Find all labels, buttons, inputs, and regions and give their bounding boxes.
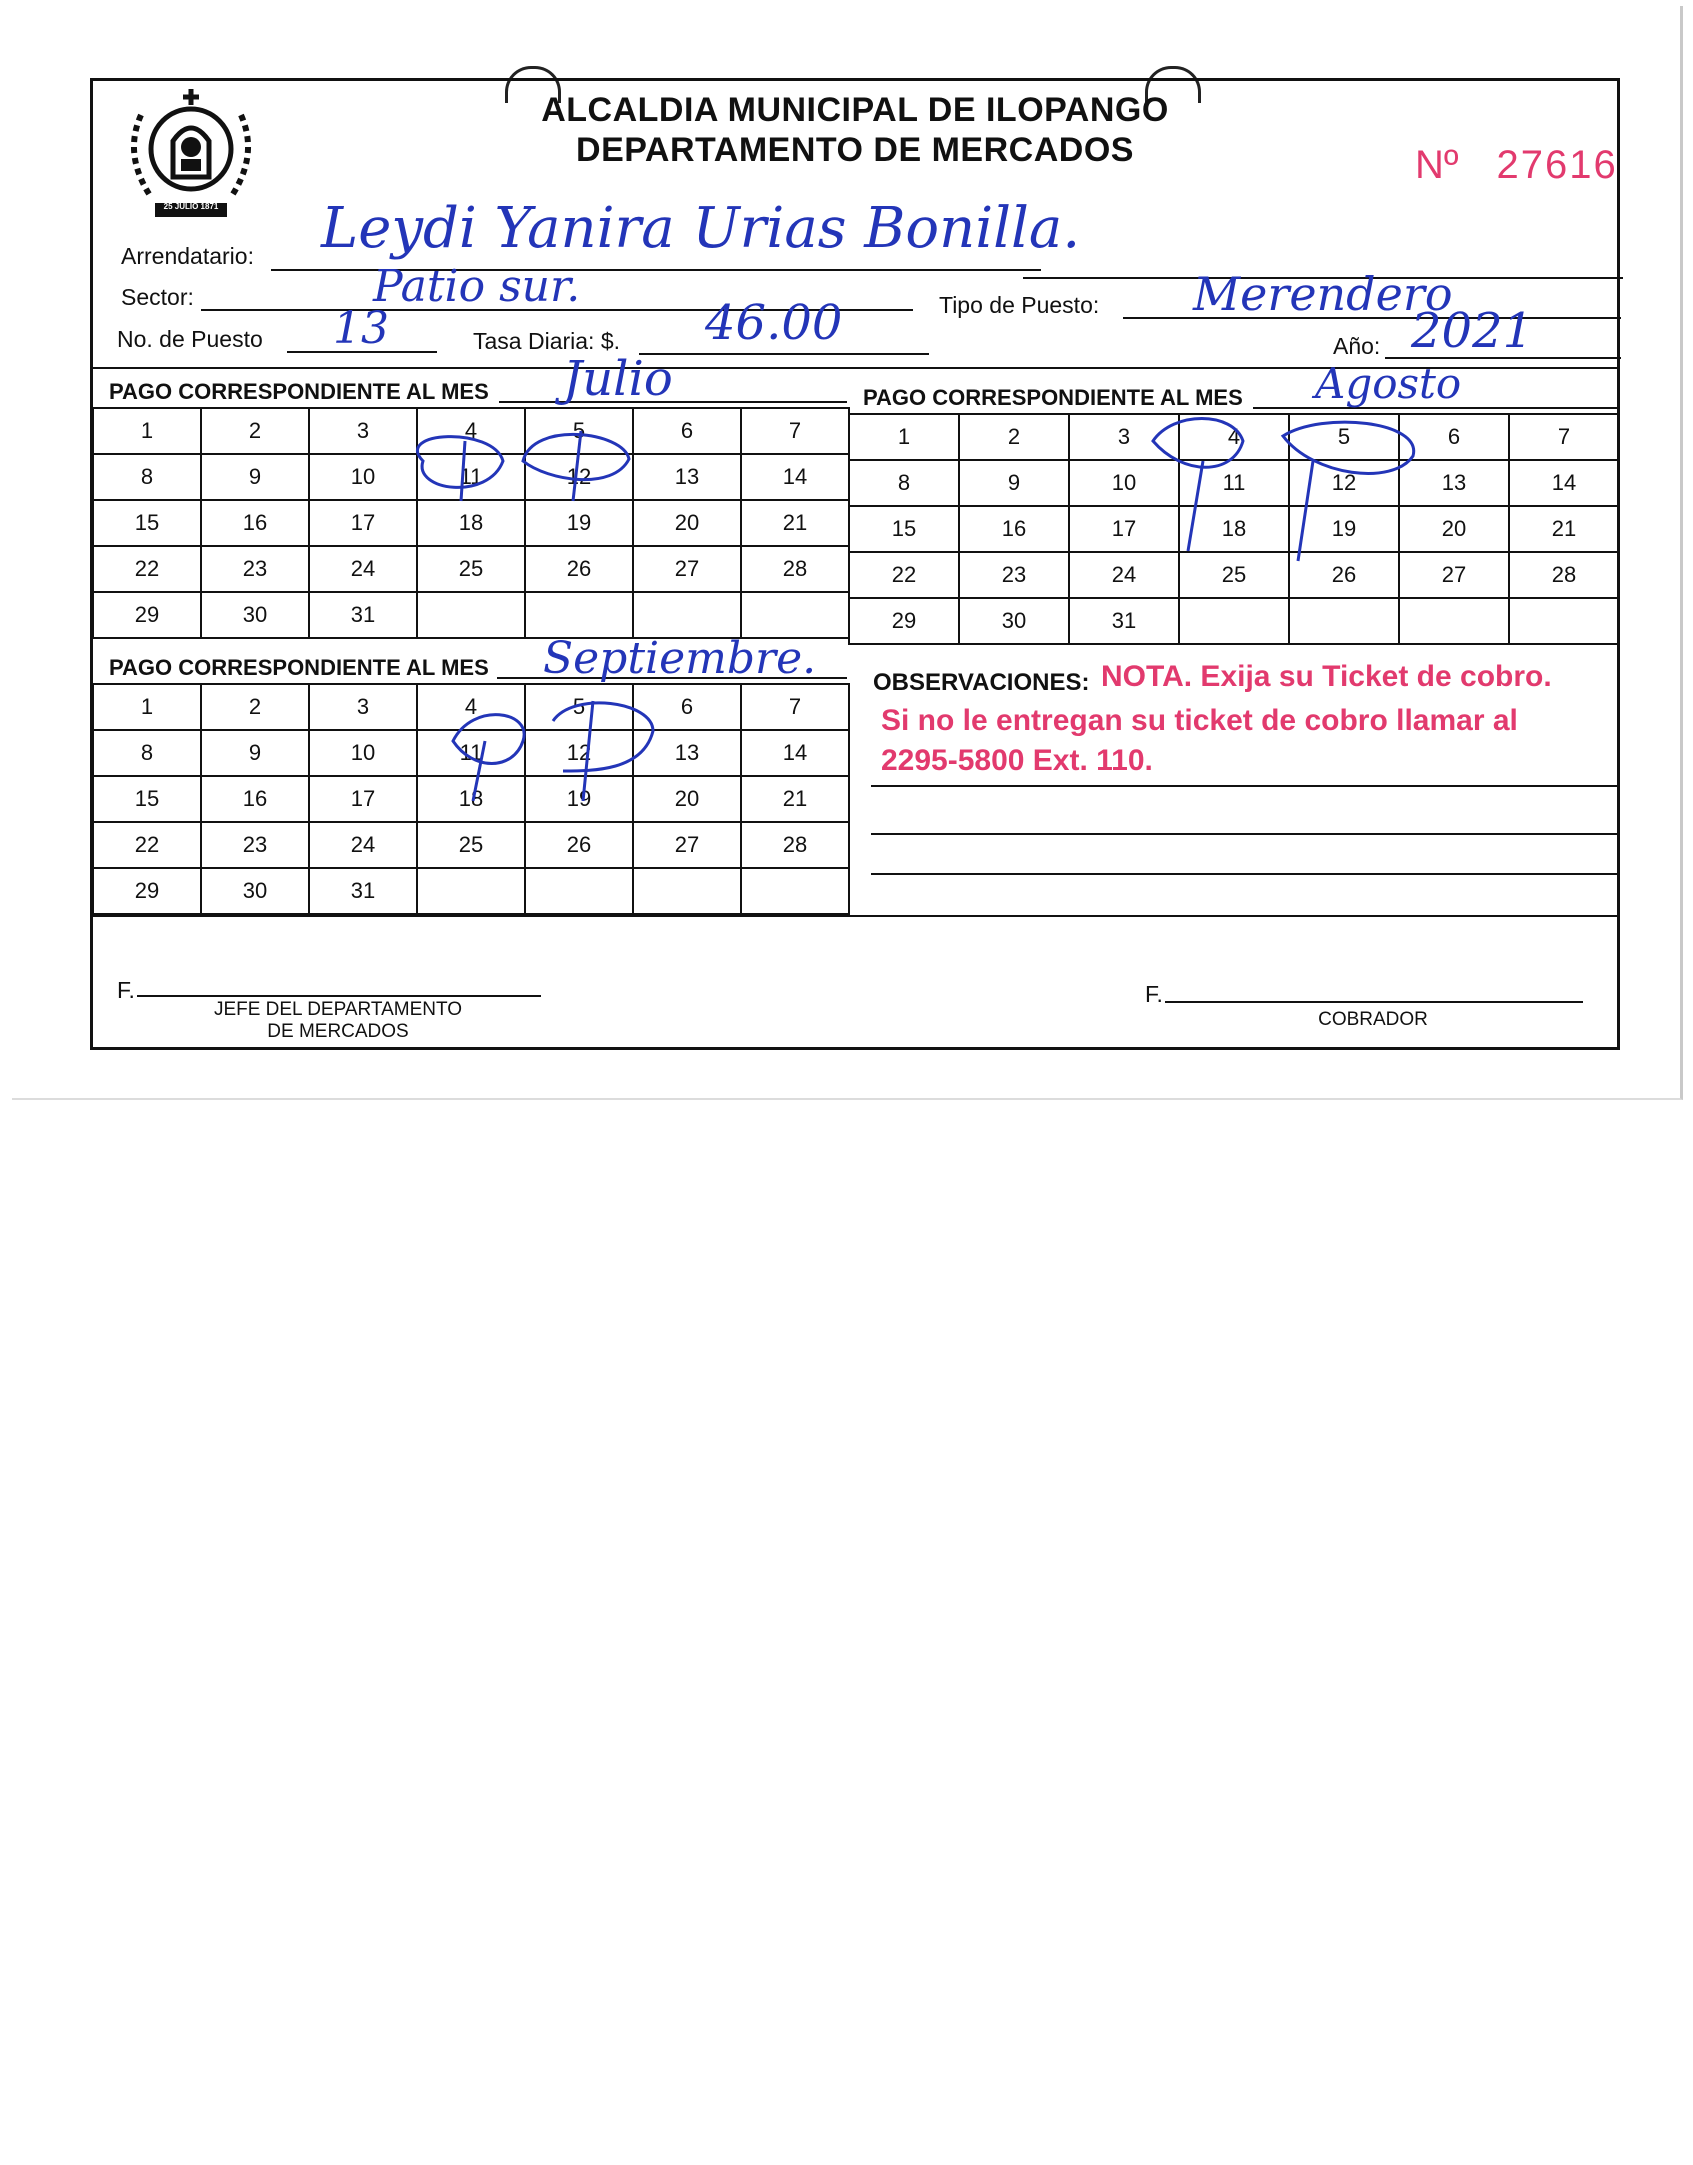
day-cell[interactable]: 6 bbox=[633, 408, 741, 454]
sig-right-label: COBRADOR bbox=[1318, 1009, 1428, 1030]
day-cell[interactable]: 11 bbox=[417, 730, 525, 776]
day-cell[interactable]: 21 bbox=[741, 776, 849, 822]
day-cell[interactable]: 18 bbox=[1179, 506, 1289, 552]
day-cell[interactable]: 16 bbox=[959, 506, 1069, 552]
day-cell[interactable]: 26 bbox=[525, 546, 633, 592]
day-cell[interactable]: 9 bbox=[959, 460, 1069, 506]
day-cell[interactable]: 17 bbox=[309, 500, 417, 546]
month-label-3: PAGO CORRESPONDIENTE AL MES bbox=[109, 655, 489, 680]
day-cell[interactable]: 27 bbox=[1399, 552, 1509, 598]
day-cell[interactable]: 7 bbox=[741, 408, 849, 454]
day-cell[interactable]: 1 bbox=[93, 408, 201, 454]
day-cell[interactable]: 29 bbox=[849, 598, 959, 644]
tipo-label: Tipo de Puesto: bbox=[939, 292, 1100, 318]
day-cell[interactable]: 1 bbox=[849, 414, 959, 460]
day-cell[interactable]: 5 bbox=[525, 684, 633, 730]
arrendatario-label: Arrendatario: bbox=[121, 243, 254, 269]
anio-label: Año: bbox=[1333, 333, 1381, 359]
day-cell[interactable]: 23 bbox=[959, 552, 1069, 598]
signature-line-left[interactable] bbox=[137, 995, 541, 997]
day-cell[interactable]: 26 bbox=[1289, 552, 1399, 598]
day-cell[interactable]: 30 bbox=[201, 592, 309, 638]
day-cell[interactable]: 21 bbox=[741, 500, 849, 546]
month-label-2: PAGO CORRESPONDIENTE AL MES bbox=[863, 385, 1243, 410]
day-cell[interactable]: 5 bbox=[1289, 414, 1399, 460]
form-number bbox=[1415, 143, 1618, 188]
day-cell[interactable]: 28 bbox=[741, 822, 849, 868]
day-cell[interactable]: 6 bbox=[1399, 414, 1509, 460]
day-cell[interactable]: 3 bbox=[309, 408, 417, 454]
day-cell[interactable]: 30 bbox=[959, 598, 1069, 644]
month-line bbox=[499, 401, 847, 403]
day-cell[interactable]: 31 bbox=[309, 868, 417, 914]
observaciones-label: OBSERVACIONES: bbox=[873, 669, 1090, 696]
day-cell[interactable]: 8 bbox=[93, 454, 201, 500]
tasa-label: Tasa Diaria: $. bbox=[473, 328, 621, 354]
day-cell[interactable]: 31 bbox=[1069, 598, 1179, 644]
sig-left-prefix: F. bbox=[117, 977, 135, 1003]
day-cell[interactable]: 24 bbox=[309, 822, 417, 868]
obs-rule bbox=[871, 873, 1619, 875]
day-cell[interactable]: 15 bbox=[849, 506, 959, 552]
calendar-row bbox=[93, 730, 849, 776]
tasa-line bbox=[639, 353, 929, 355]
day-cell[interactable]: 7 bbox=[1509, 414, 1619, 460]
nota-line-2: Si no le entregan su ticket de cobro llamar al bbox=[881, 704, 1518, 737]
day-cell[interactable]: 28 bbox=[741, 546, 849, 592]
month-label-1: PAGO CORRESPONDIENTE AL MES bbox=[109, 379, 489, 404]
day-cell[interactable]: 25 bbox=[417, 546, 525, 592]
day-cell[interactable] bbox=[1179, 598, 1289, 644]
day-cell[interactable]: 26 bbox=[525, 822, 633, 868]
calendar-row bbox=[93, 592, 849, 638]
day-cell[interactable]: 25 bbox=[417, 822, 525, 868]
day-cell[interactable]: 19 bbox=[525, 776, 633, 822]
calendar-row bbox=[93, 546, 849, 592]
day-cell[interactable]: 8 bbox=[93, 730, 201, 776]
day-cell[interactable]: 22 bbox=[849, 552, 959, 598]
day-cell[interactable]: 20 bbox=[1399, 506, 1509, 552]
day-cell[interactable]: 4 bbox=[417, 684, 525, 730]
header-title: ALCALDIA MUNICIPAL DE ILOPANGO bbox=[541, 91, 1169, 129]
day-cell[interactable]: 16 bbox=[201, 776, 309, 822]
signature-line-right[interactable] bbox=[1165, 1001, 1583, 1003]
day-cell[interactable]: 14 bbox=[741, 730, 849, 776]
header-subtitle: DEPARTAMENTO DE MERCADOS bbox=[576, 131, 1134, 169]
day-cell[interactable]: 9 bbox=[201, 730, 309, 776]
day-cell[interactable]: 13 bbox=[1399, 460, 1509, 506]
day-cell[interactable]: 24 bbox=[1069, 552, 1179, 598]
day-cell[interactable]: 17 bbox=[1069, 506, 1179, 552]
day-cell[interactable] bbox=[741, 868, 849, 914]
puesto-label: No. de Puesto bbox=[117, 326, 263, 352]
day-cell[interactable]: 23 bbox=[201, 822, 309, 868]
day-cell[interactable]: 30 bbox=[201, 868, 309, 914]
day-cell[interactable] bbox=[1509, 598, 1619, 644]
day-cell[interactable]: 15 bbox=[93, 500, 201, 546]
calendar-row bbox=[849, 506, 1619, 552]
day-cell[interactable]: 24 bbox=[309, 546, 417, 592]
calendar-row bbox=[93, 500, 849, 546]
sig-right-prefix: F. bbox=[1145, 981, 1163, 1007]
day-cell[interactable]: 10 bbox=[309, 454, 417, 500]
day-cell[interactable]: 2 bbox=[201, 684, 309, 730]
payment-card bbox=[12, 6, 1683, 1100]
day-cell[interactable]: 9 bbox=[201, 454, 309, 500]
month-name-3[interactable]: Septiembre. bbox=[543, 633, 817, 684]
day-cell[interactable]: 15 bbox=[93, 776, 201, 822]
day-cell[interactable]: 20 bbox=[633, 776, 741, 822]
day-cell[interactable] bbox=[741, 592, 849, 638]
calendar-row bbox=[93, 868, 849, 914]
day-cell[interactable]: 10 bbox=[309, 730, 417, 776]
day-cell[interactable]: 19 bbox=[1289, 506, 1399, 552]
day-cell[interactable]: 7 bbox=[741, 684, 849, 730]
tipo-value[interactable]: Merendero bbox=[1193, 267, 1453, 321]
calendar-row bbox=[849, 552, 1619, 598]
sig-left-label bbox=[173, 999, 503, 1043]
day-cell[interactable]: 14 bbox=[741, 454, 849, 500]
day-cell[interactable]: 8 bbox=[849, 460, 959, 506]
day-cell[interactable] bbox=[417, 868, 525, 914]
day-cell[interactable]: 22 bbox=[93, 822, 201, 868]
day-cell[interactable]: 23 bbox=[201, 546, 309, 592]
sector-value[interactable]: Patio sur. bbox=[373, 261, 581, 312]
day-cell[interactable]: 29 bbox=[93, 868, 201, 914]
day-cell[interactable] bbox=[1289, 598, 1399, 644]
day-cell[interactable]: 25 bbox=[1179, 552, 1289, 598]
calendar-row bbox=[93, 684, 849, 730]
day-cell[interactable]: 3 bbox=[1069, 414, 1179, 460]
seal-text: 25 JULIO 1871 bbox=[163, 202, 219, 211]
sig-left-line1: JEFE DEL DEPARTAMENTO bbox=[213, 999, 463, 1020]
day-cell[interactable]: 12 bbox=[1289, 460, 1399, 506]
day-cell[interactable] bbox=[633, 868, 741, 914]
arrendatario-value[interactable]: Leydi Yanira Urias Bonilla. bbox=[321, 196, 1081, 261]
day-cell[interactable]: 2 bbox=[959, 414, 1069, 460]
calendar-row bbox=[849, 414, 1619, 460]
calendar-row bbox=[93, 776, 849, 822]
calendar-row bbox=[849, 460, 1619, 506]
calendar-septiembre bbox=[92, 683, 850, 915]
day-cell[interactable]: 12 bbox=[525, 454, 633, 500]
obs-rule bbox=[871, 785, 1619, 787]
day-cell[interactable]: 19 bbox=[525, 500, 633, 546]
month-name-2[interactable]: Agosto bbox=[1315, 359, 1462, 408]
day-cell[interactable]: 2 bbox=[201, 408, 309, 454]
day-cell[interactable] bbox=[633, 592, 741, 638]
day-cell[interactable]: 18 bbox=[417, 776, 525, 822]
rule bbox=[93, 915, 1620, 917]
day-cell[interactable] bbox=[417, 592, 525, 638]
day-cell[interactable]: 12 bbox=[525, 730, 633, 776]
day-cell[interactable]: 14 bbox=[1509, 460, 1619, 506]
day-cell[interactable]: 6 bbox=[633, 684, 741, 730]
day-cell[interactable] bbox=[1399, 598, 1509, 644]
nota-line-1: NOTA. Exija su Ticket de cobro. bbox=[1101, 660, 1552, 693]
obs-rule bbox=[871, 833, 1619, 835]
calendar-row bbox=[93, 408, 849, 454]
day-cell[interactable]: 29 bbox=[93, 592, 201, 638]
day-cell[interactable]: 27 bbox=[633, 822, 741, 868]
day-cell[interactable] bbox=[525, 868, 633, 914]
form-frame bbox=[90, 78, 1620, 1050]
number-value: 27616 bbox=[1496, 143, 1618, 187]
day-cell[interactable] bbox=[525, 592, 633, 638]
sig-left-line2: DE MERCADOS bbox=[267, 1021, 409, 1042]
day-cell[interactable]: 17 bbox=[309, 776, 417, 822]
day-cell[interactable]: 28 bbox=[1509, 552, 1619, 598]
tasa-value[interactable]: 46.00 bbox=[705, 295, 843, 351]
calendar-julio bbox=[92, 407, 850, 639]
day-cell[interactable]: 13 bbox=[633, 454, 741, 500]
day-cell[interactable]: 22 bbox=[93, 546, 201, 592]
puesto-value[interactable]: 13 bbox=[333, 303, 389, 354]
day-cell[interactable]: 31 bbox=[309, 592, 417, 638]
day-cell[interactable]: 1 bbox=[93, 684, 201, 730]
day-cell[interactable]: 5 bbox=[525, 408, 633, 454]
day-cell[interactable]: 20 bbox=[633, 500, 741, 546]
day-cell[interactable]: 13 bbox=[633, 730, 741, 776]
day-cell[interactable]: 4 bbox=[417, 408, 525, 454]
day-cell[interactable]: 21 bbox=[1509, 506, 1619, 552]
day-cell[interactable]: 27 bbox=[633, 546, 741, 592]
calendar-row bbox=[93, 822, 849, 868]
day-cell[interactable]: 18 bbox=[417, 500, 525, 546]
number-prefix: Nº bbox=[1415, 143, 1459, 187]
nota-line-3: 2295-5800 Ext. 110. bbox=[881, 744, 1153, 777]
calendar-agosto bbox=[848, 413, 1620, 645]
day-cell[interactable]: 16 bbox=[201, 500, 309, 546]
anio-value[interactable]: 2021 bbox=[1411, 303, 1534, 359]
calendar-row bbox=[93, 454, 849, 500]
sector-label: Sector: bbox=[121, 284, 194, 310]
day-cell[interactable]: 11 bbox=[1179, 460, 1289, 506]
day-cell[interactable]: 3 bbox=[309, 684, 417, 730]
calendar-row bbox=[849, 598, 1619, 644]
month-name-1[interactable]: Julio bbox=[563, 351, 673, 407]
day-cell[interactable]: 11 bbox=[417, 454, 525, 500]
day-cell[interactable]: 4 bbox=[1179, 414, 1289, 460]
day-cell[interactable]: 10 bbox=[1069, 460, 1179, 506]
